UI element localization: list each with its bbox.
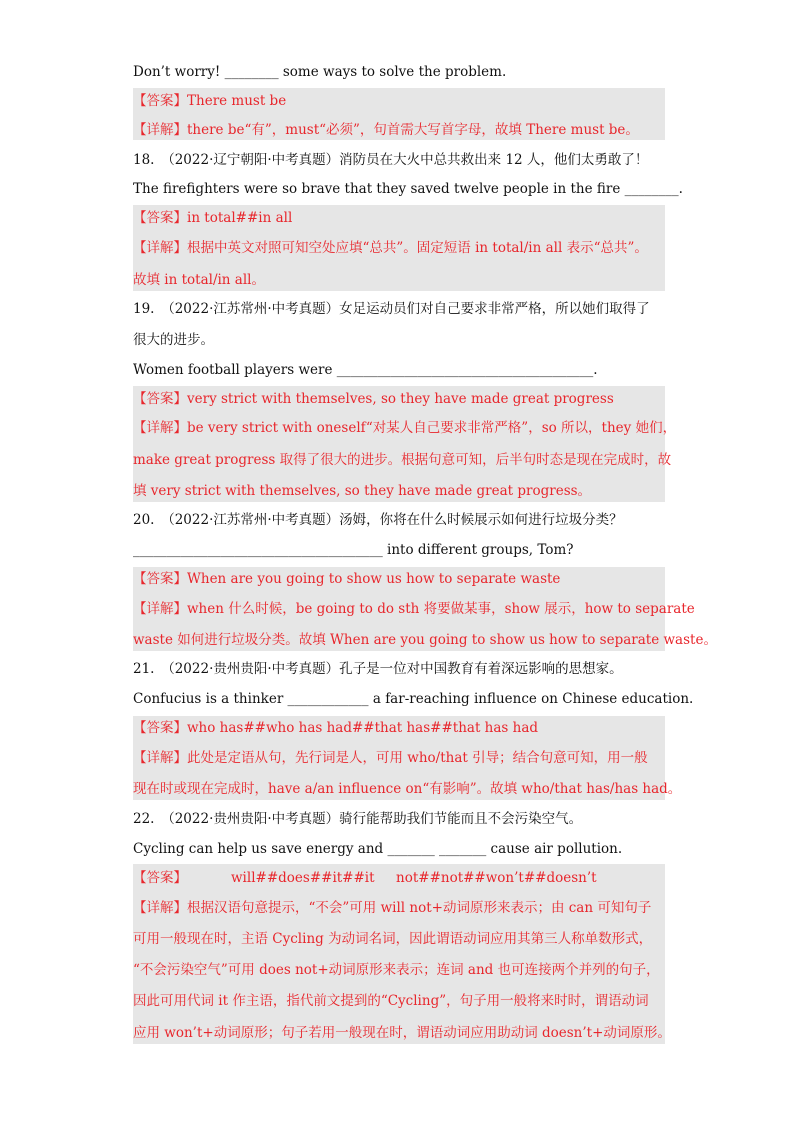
explanation-line: 【详解】此处是定语从句，先行词是人，可用 who/that 引导；结合句意可知，用一般 — [133, 750, 648, 766]
question-text: Women football players were ______________________________________. — [133, 362, 598, 378]
explanation-line: 应用 won’t+动词原形；句子若用一般现在时，谓语动词应用助动词 doesn’t+动词原形。 — [133, 1025, 671, 1041]
explanation-line: 【详解】when 什么时候，be going to do sth 将要做某事，show 展示，how to separate — [133, 601, 695, 617]
answer-label: 【答案】 — [133, 870, 187, 886]
question-text: The firefighters were so brave that they saved twelve people in the fire ________. — [133, 181, 683, 197]
question-heading: 很大的进步。 — [133, 332, 214, 348]
answer-line: 【答案】very strict with themselves, so they have made great progress — [133, 391, 614, 407]
explanation-line: 故填 in total/in all。 — [133, 272, 265, 288]
question-text: Cycling can help us save energy and _______ _______ cause air pollution. — [133, 841, 623, 857]
explanation-line: 因此可用代词 it 作主语，指代前文提到的“Cycling”，句子用一般将来时时，谓语动词 — [133, 993, 649, 1009]
question-heading: 20. （2022·江苏常州·中考真题）汤姆，你将在什么时候展示如何进行垃圾分类？ — [133, 512, 623, 528]
explanation-line: 可用一般现在时，主语 Cycling 为动词名词，因此谓语动词应用其第三人称单数形式， — [133, 931, 653, 947]
explanation-line: “不会污染空气”可用 does not+动词原形来表示；连词 and 也可连接两个并列的句子， — [133, 962, 660, 978]
question-heading: 18. （2022·辽宁朝阳·中考真题）消防员在大火中总共救出来 12 人，他们太勇敢了！ — [133, 152, 649, 168]
answer-line: 【答案】There must be — [133, 93, 287, 109]
question-heading: 22. （2022·贵州贵阳·中考真题）骑行能帮助我们节能而且不会污染空气。 — [133, 811, 583, 827]
question-text: Confucius is a thinker ____________ a far-reaching influence on Chinese education. — [133, 691, 694, 707]
explanation-line: 【详解】there be“有”，must“必须”，句首需大写首字母，故填 There must be。 — [133, 122, 639, 138]
question-heading: 21. （2022·贵州贵阳·中考真题）孔子是一位对中国教育有着深远影响的思想家。 — [133, 661, 623, 677]
explanation-line: 【详解】根据汉语句意提示，“不会”可用 will not+动词原形来表示；由 can 可知句子 — [133, 900, 652, 916]
answer-line: 【答案】in total##in all — [133, 210, 293, 226]
question-text: Don’t worry! ________ some ways to solve the problem. — [133, 64, 507, 80]
answer-line: 【答案】who has##who has had##that has##that has had — [133, 720, 539, 736]
answer-line: 【答案】When are you going to show us how to separate waste — [133, 571, 561, 587]
explanation-line: make great progress 取得了很大的进步。根据句意可知，后半句时态是现在完成时，故 — [133, 452, 672, 468]
answer-value: will##does##it##it not##not##won’t##doesn’t — [231, 870, 597, 886]
explanation-line: 填 very strict with themselves, so they have made great progress。 — [133, 483, 592, 499]
question-text: _____________________________________ into different groups, Tom? — [133, 542, 574, 558]
answer-highlight — [133, 864, 671, 1044]
explanation-line: 【详解】根据中英文对照可知空处应填“总共”。固定短语 in total/in all 表示“总共”。 — [133, 240, 648, 256]
explanation-line: 现在时或现在完成时，have a/an influence on“有影响”。故填 who/that has/has had。 — [133, 781, 682, 797]
answer-line — [133, 869, 665, 887]
question-heading: 19. （2022·江苏常州·中考真题）女足运动员们对自己要求非常严格，所以她们取得了 — [133, 301, 650, 317]
explanation-line: 【详解】be very strict with oneself“对某人自己要求非常严格”，so 所以，they 她们， — [133, 420, 677, 436]
explanation-line: waste 如何进行垃圾分类。故填 When are you going to show us how to separate waste。 — [133, 632, 717, 648]
